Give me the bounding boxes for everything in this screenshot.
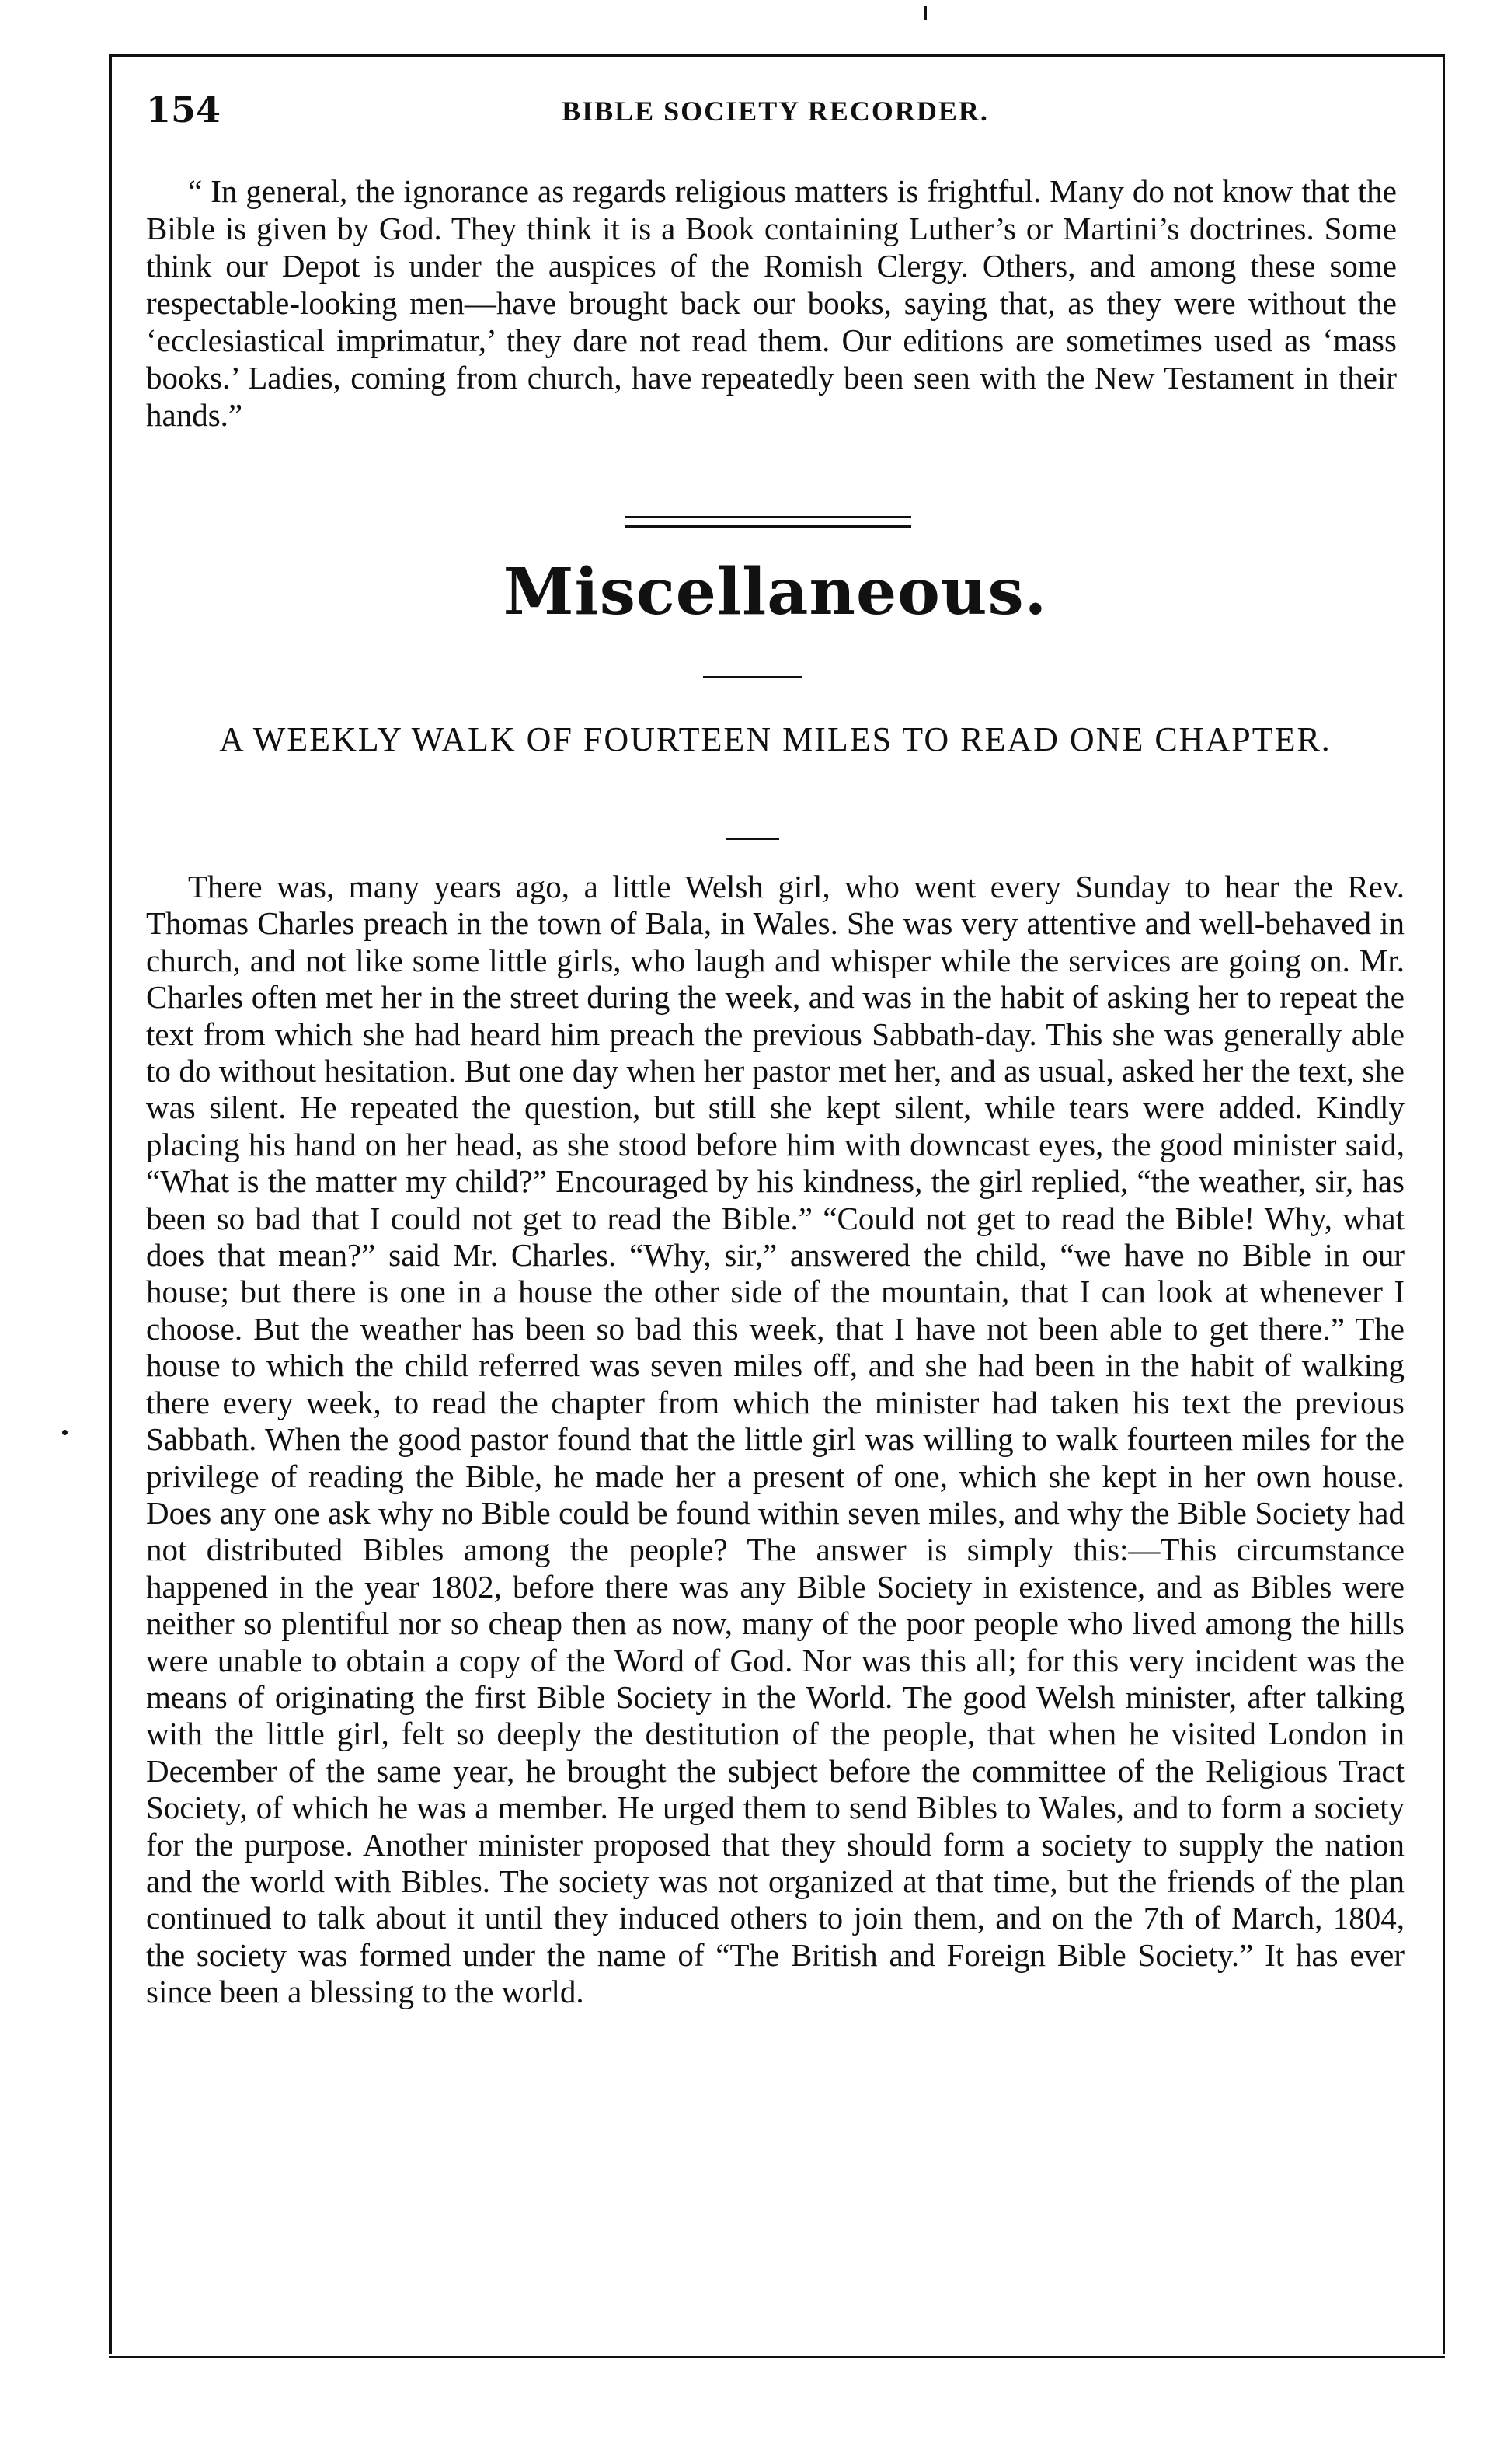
double-rule-top (625, 516, 911, 518)
heading-rule (703, 676, 802, 678)
journal-title: BIBLE SOCIETY RECORDER. (562, 96, 989, 127)
article-paragraph: There was, many years ago, a little Welsh girl, who went every Sunday to hear the Rev. Thomas Charles preach in the town of Bala, in Wales. She was very attentive and well-behaved in church, and not like some little girls, who laugh and whisper while the services are going on. Mr. Charles often met her in the street during the week, and was in the habit of asking her to repeat the text from which she had heard him preach the previous Sabbath-day. This she was generally able to do without hesitation. But one day when her pastor met her, and as usual, asked her the text, she was silent. He repeated the question, but still she kept silent, while tears were added. Kindly placing his hand on her head, as she stood before him with downcast eyes, the good minister said, “What is the matter my child?” Encouraged by his kindness, the girl replied, “the weather, sir, has been so bad that I could not get to read the Bible.” “Could not get to read the Bible! Why, what does that mean?” said Mr. Charles. “Why, sir,” answered the child, “we have no Bible in our house; but there is one in a house the other side of the mountain, that I can look at whenever I choose. But the weather has been so bad this week, that I have not been able to get there.” The house to which the child referred was seven miles off, and she had been in the habit of walking there every week, to read the chapter from which the minister had taken his text the previous Sabbath. When the good pastor found that the little girl was willing to walk fourteen miles for the privilege of reading the Bible, he made her a present of one, which she kept in her own house. Does any one ask why no Bible could be found within seven miles, and why the Bible Society had not distributed Bibles among the people? The answer is simply this:—This circumstance happened in the year 1802, before there was any Bible Society in existence, and as Bibles were neither so plentiful nor so cheap then as now, many of the poor people who lived among the hills were unable to obtain a copy of the Word of God. Nor was this all; for this very incident was the means of originating the first Bible Society in the World. The good Welsh minister, after talking with the little girl, felt so deeply the destitution of the people, that when he visited London in December of the same year, he brought the subject before the committee of the Religious Tract Society, of which he was a member. He urged them to send Bibles to Wales, and to form a society for the purpose. Another minister proposed that they should form a society to supply the nation and the world with Bibles. The society was not organized at that time, but the friends of the plan continued to talk about it until they induced others to join them, and on the 7th of March, 1804, the society was formed under the name of “The British and Foreign Bible Society.” It has ever since been a blessing to the world. (146, 869, 1405, 2010)
running-head (146, 89, 1405, 135)
section-heading: Miscellaneous. (503, 555, 1048, 629)
bottom-rule (109, 2356, 1445, 2358)
printing-mark (924, 6, 927, 20)
article-body (146, 869, 1405, 2011)
quoted-paragraph (146, 173, 1397, 434)
title-rule (726, 838, 779, 840)
printing-speck (62, 1430, 68, 1435)
quote-text: “ In general, the ignorance as regards religious matters is frightful. Many do not know that the Bible is given by God. They think it is a Book containing Luther’s or Martini’s doctrines. Some think our Depot is under the auspices of the Romish Clergy. Others, and among these some respectable-looking men—have brought back our books, saying that, as they were without the ‘ecclesiastical imprimatur,’ they dare not read them. Our editions are sometimes used as ‘mass books.’ Ladies, coming from church, have repeatedly been seen with the New Testament in their hands.” (146, 173, 1397, 433)
page-number: 154 (146, 89, 221, 131)
double-rule-bottom (625, 525, 911, 528)
article-title: A WEEKLY WALK OF FOURTEEN MILES TO READ ONE CHAPTER. (219, 720, 1332, 758)
